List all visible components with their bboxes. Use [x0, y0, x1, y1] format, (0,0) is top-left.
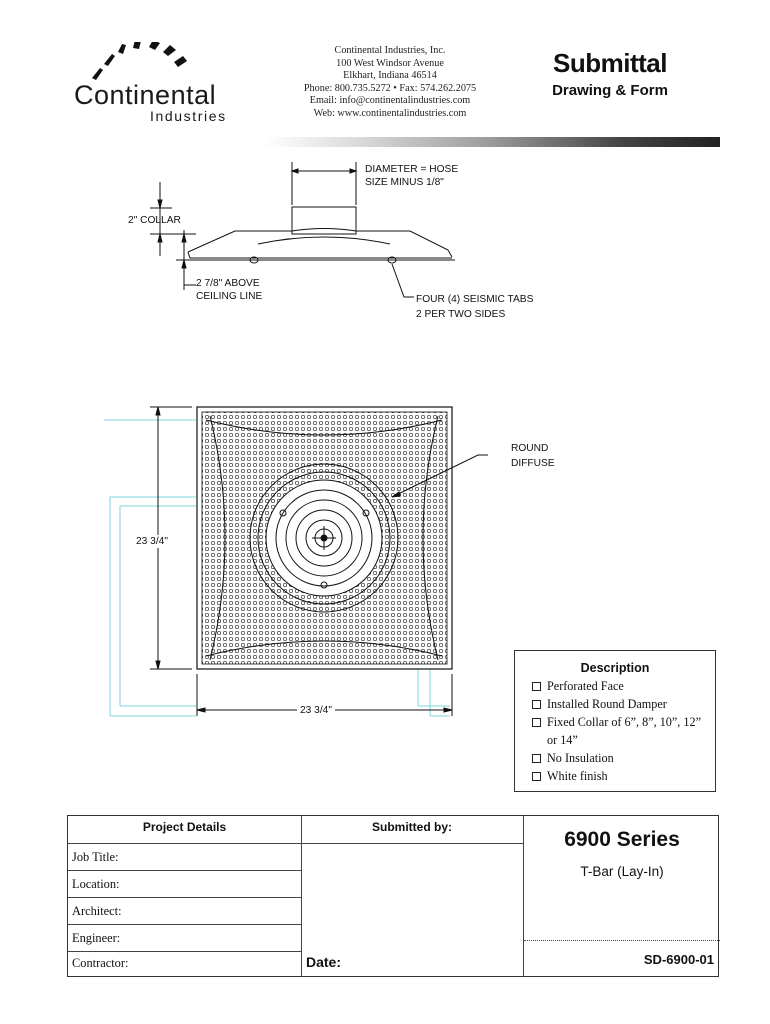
company-address	[286, 45, 494, 120]
page-title: Submittal	[553, 48, 667, 78]
diameter-label	[365, 163, 458, 189]
logo-wordmark: Continental	[74, 80, 217, 110]
collar-label: 2" COLLAR	[128, 215, 181, 226]
address-line: Continental Industries, Inc.	[334, 45, 446, 56]
address-line: Email: info@continentalindustries.com	[309, 95, 471, 106]
diameter-label-line: DIAMETER = HOSE	[365, 164, 459, 175]
table-rule	[68, 897, 301, 898]
description-list	[531, 677, 711, 785]
drawing-number: SD-6900-01	[643, 952, 714, 967]
table-dotted-rule	[524, 940, 720, 941]
project-details-header: Project Details	[142, 820, 227, 834]
logo-subtitle: Industries	[150, 108, 227, 124]
contractor-field[interactable]: Contractor:	[72, 956, 129, 970]
seismic-tabs-label	[416, 292, 533, 322]
series-title: 6900 Series	[564, 828, 680, 851]
address-line: Elkhart, Indiana 46514	[343, 70, 437, 81]
description-box	[514, 650, 716, 792]
architect-field[interactable]: Architect:	[72, 904, 122, 918]
location-field[interactable]: Location:	[72, 877, 120, 891]
table-rule	[68, 870, 301, 871]
page-subtitle: Drawing & Form	[552, 82, 668, 99]
table-divider	[301, 816, 302, 976]
round-diffuse-label-line: ROUND	[511, 443, 549, 454]
table-rule	[68, 924, 301, 925]
address-line: 100 West Windsor Avenue	[336, 57, 444, 69]
project-details-table	[67, 815, 719, 977]
date-field[interactable]: Date:	[306, 954, 342, 970]
description-item: White finish	[531, 767, 711, 785]
width-dimension-label: 23 3/4"	[297, 704, 335, 717]
submitted-by-header: Submitted by:	[372, 820, 452, 834]
description-title: Description	[580, 661, 650, 675]
round-diffuse-label	[511, 441, 555, 471]
job-title-field[interactable]: Job Title:	[72, 850, 119, 864]
description-item: Installed Round Damper	[531, 695, 711, 713]
header-gradient-rule	[68, 137, 720, 147]
series-subtitle: T-Bar (Lay-In)	[580, 864, 664, 879]
seismic-tabs-label-line: 2 PER TWO SIDES	[416, 309, 506, 320]
above-ceiling-label	[196, 277, 262, 303]
round-diffuse-label-line: DIFFUSE	[511, 458, 555, 469]
diameter-label-line: SIZE MINUS 1/8"	[365, 177, 444, 188]
description-item: Fixed Collar of 6”, 8”, 10”, 12” or 14”	[531, 713, 711, 749]
table-rule	[68, 951, 301, 952]
engineer-field[interactable]: Engineer:	[72, 931, 121, 945]
description-item: No Insulation	[531, 749, 711, 767]
table-rule	[68, 843, 523, 844]
address-line: Web: www.continentalindustries.com	[313, 107, 467, 119]
address-line: Phone: 800.735.5272 • Fax: 574.262.2075	[303, 82, 477, 94]
company-logo	[70, 42, 240, 124]
seismic-tabs-label-line: FOUR (4) SEISMIC TABS	[416, 294, 534, 305]
description-item: Perforated Face	[531, 677, 711, 695]
above-ceiling-label-line: 2 7/8" ABOVE	[196, 278, 260, 289]
above-ceiling-label-line: CEILING LINE	[196, 291, 263, 302]
height-dimension-label: 23 3/4"	[136, 536, 168, 547]
